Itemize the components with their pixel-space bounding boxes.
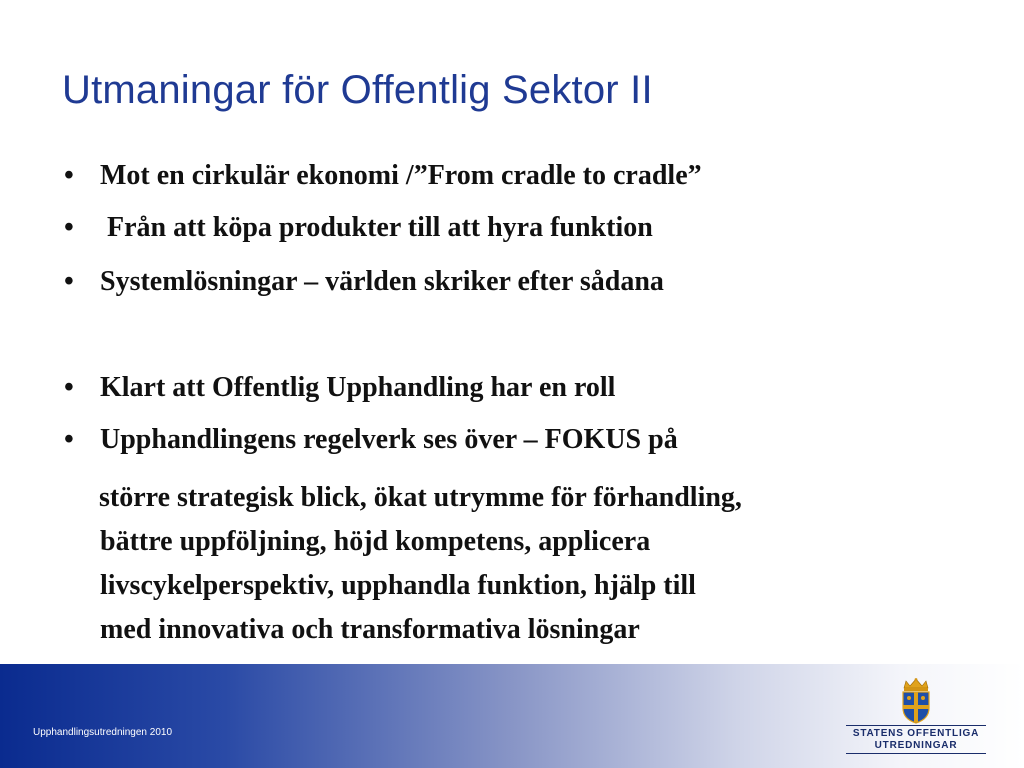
bullet-marker: • — [64, 372, 74, 403]
bullet-text: Från att köpa produkter till att hyra funktion — [100, 212, 653, 243]
continuation-line: bättre uppföljning, höjd kompetens, applicera — [100, 526, 651, 557]
bullet-continuation — [92, 476, 980, 652]
footer-text: Upphandlingsutredningen 2010 — [33, 727, 173, 738]
swedish-crown-shield-icon — [846, 678, 986, 724]
continuation-line: större strategisk blick, ökat utrymme för förhandling, — [92, 482, 742, 513]
bullet-text: Klart att Offentlig Upphandling har en roll — [100, 372, 616, 403]
bullet-text: Mot en cirkulär ekonomi /”From cradle to cradle” — [100, 160, 702, 191]
bullet-marker: • — [64, 212, 74, 243]
bullet-marker: • — [64, 266, 74, 297]
slide-title: Utmaningar för Offentlig Sektor II — [62, 68, 653, 112]
bullet-text: Systemlösningar – världen skriker efter sådana — [100, 266, 664, 297]
sou-logo — [846, 678, 986, 758]
continuation-line: med innovativa och transformativa lösningar — [100, 614, 640, 645]
bullet-text: Upphandlingens regelverk ses över – FOKUS på — [100, 424, 678, 455]
logo-text-line2: UTREDNINGAR — [874, 740, 958, 751]
bullet-marker: • — [64, 160, 74, 191]
logo-rule-top — [846, 725, 986, 726]
logo-rule-bottom — [846, 753, 986, 754]
logo-text-line1: STATENS OFFENTLIGA — [852, 728, 980, 739]
bullet-marker: • — [64, 424, 74, 455]
continuation-line: livscykelperspektiv, upphandla funktion, hjälp till — [100, 570, 696, 601]
